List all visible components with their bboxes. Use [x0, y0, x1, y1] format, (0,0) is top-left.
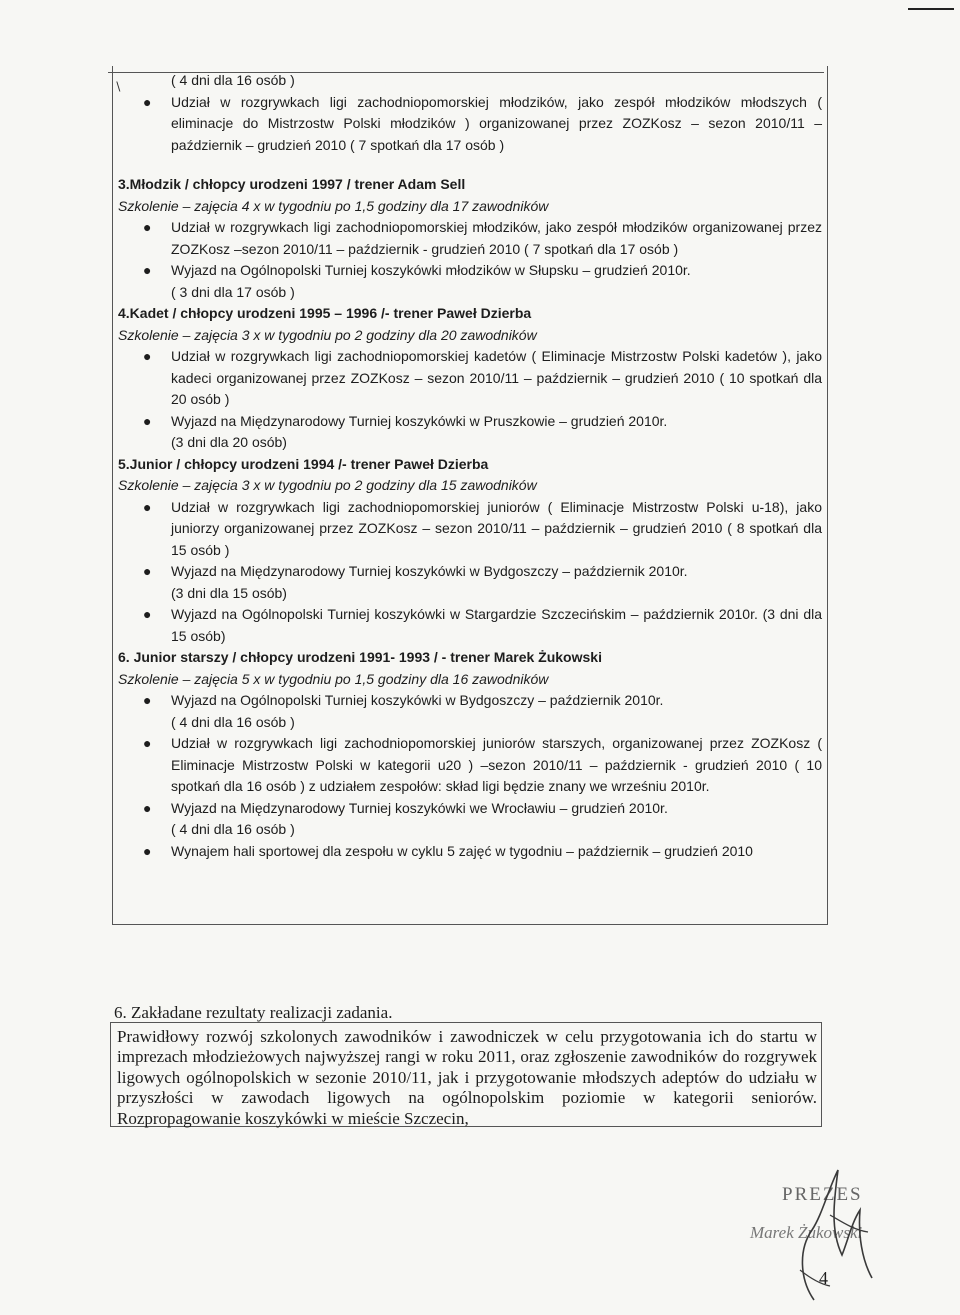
bullet-text: Udział w rozgrywkach ligi zachodniopomorskiej juniorów starszych, organizowanej przez ZOZKosz ( Eliminacje Mistrzostw Polski w kategorii u20 ) –sezon 2010/11 – październik - grudzień 2010 ( 10 spotkań dla 16 osób ) z udziałem zespołów: skład ligi będzie znany we wrześniu 2010r.: [171, 735, 822, 794]
list-item: [118, 92, 822, 157]
page-number: 4: [819, 1268, 828, 1288]
list-item: [118, 497, 822, 562]
corner-tick: ∖: [114, 80, 122, 94]
bullet-text: Wyjazd na Międzynarodowy Turniej koszykówki w Pruszkowie – grudzień 2010r.: [171, 412, 668, 429]
training-line: Szkolenie – zajęcia 5 x w tygodniu po 1,5 godziny dla 16 zawodników: [118, 670, 549, 687]
bullet-icon: ●: [143, 799, 152, 816]
training-line: Szkolenie – zajęcia 3 x w tygodniu po 2 godziny dla 15 zawodników: [118, 477, 537, 493]
stamp-label: PREZES: [782, 1184, 863, 1205]
bullet-extra: ( 4 dni dla 16 osób ): [171, 713, 295, 730]
training-line: Szkolenie – zajęcia 4 x w tygodniu po 1,5 godziny dla 17 zawodników: [118, 197, 549, 214]
bullet-icon: ●: [143, 219, 152, 235]
bullet-icon: ●: [143, 563, 152, 579]
list-item: [118, 798, 822, 820]
group-heading: 5.Junior / chłopcy urodzeni 1994 /- trener Paweł Dzierba: [118, 455, 489, 472]
bullet-extra: (3 dni dla 20 osób): [171, 434, 287, 450]
bullet-icon: ●: [143, 93, 152, 110]
bullet-icon: ●: [143, 735, 152, 751]
bullet-text: Udział w rozgrywkach ligi zachodniopomorskiej młodzików, jako zespół młodzików młodszych ( eliminacje do Mistrzostw Polski młodzików ) organizowanej przez ZOZKosz – sezon 2010/11 – październik – grudzień 2010 ( 7 spotkań dla 17 osób ): [171, 93, 822, 153]
section-6-body: Prawidłowy rozwój szkolonych zawodników i zawodniczek w celu przygotowania ich do startu w imprezach młodzieżowych najwyższej rangi w roku 2011, oraz zgłoszenie zawodników do rozgrywek ligowych ogólnopolskich w sezonie 2010/11, jak i przygotowanie młodszych adeptów do udziału w przyszłości w zawodach ligowych na ogólnopolskim poziomie w kategorii seniorów. Rozpropagowanie koszykówki w mieście Szczecin,: [110, 1022, 822, 1127]
bullet-text: Wyjazd na Międzynarodowy Turniej koszykówki we Wrocławiu – grudzień 2010r.: [171, 799, 668, 816]
bullet-extra: ( 4 dni dla 16 osób ): [171, 821, 295, 837]
group-heading: 6. Junior starszy / chłopcy urodzeni 1991- 1993 / - trener Marek Żukowski: [118, 649, 602, 665]
group-heading: 3.Młodzik / chłopcy urodzeni 1997 / trener Adam Sell: [118, 176, 466, 192]
training-line: Szkolenie – zajęcia 3 x w tygodniu po 2 godziny dla 20 zawodników: [118, 326, 537, 343]
bullet-text: Wynajem hali sportowej dla zespołu w cyklu 5 zajęć w tygodniu – październik – grudzień 2010: [171, 842, 753, 859]
bullet-text: Wyjazd na Ogólnopolski Turniej koszykówki młodzików w Słupsku – grudzień 2010r.: [171, 262, 691, 278]
list-item: [118, 260, 822, 282]
bullet-icon: ●: [143, 498, 152, 515]
stamp-name: Marek Żukowski: [750, 1223, 863, 1242]
bullet-text: Wyjazd na Międzynarodowy Turniej koszykówki w Bydgoszczy – październik 2010r.: [171, 563, 688, 579]
spacer: [118, 156, 822, 174]
bullet-text: Wyjazd na Ogólnopolski Turniej koszykówki w Stargardzie Szczecińskim – październik 2010r. (3 dni dla 15 osób): [171, 606, 822, 644]
section-6-title: 6. Zakładane rezultaty realizacji zadania.: [114, 1003, 393, 1022]
list-item: [118, 841, 822, 863]
list-item: [118, 346, 822, 411]
bullet-text: Udział w rozgrywkach ligi zachodniopomorskiej młodzików, jako zespół młodzików organizowanej przez ZOZKosz –sezon 2010/11 – październik - grudzień 2010 ( 7 spotkań dla 17 osób ): [171, 219, 822, 257]
bullet-icon: ●: [143, 842, 152, 859]
list-item: [118, 561, 822, 583]
activities-list: [118, 70, 822, 862]
bullet-icon: ●: [143, 348, 152, 364]
continuation-note: ( 4 dni dla 16 osób ): [171, 72, 295, 88]
list-item: [118, 733, 822, 798]
bullet-text: Udział w rozgrywkach ligi zachodniopomorskiej juniorów ( Eliminacje Mistrzostw Polski u-18), jako juniorzy organizowanej przez ZOZKosz – sezon 2010/11 – październik – grudzień 2010 ( 8 spotkań dla 15 osób ): [171, 498, 822, 558]
bullet-icon: ●: [143, 262, 152, 278]
bullet-text: Wyjazd na Ogólnopolski Turniej koszykówki w Bydgoszczy – październik 2010r.: [171, 692, 664, 708]
bullet-extra: ( 3 dni dla 17 osób ): [171, 283, 295, 300]
list-item: [118, 604, 822, 647]
list-item: [118, 217, 822, 260]
bullet-icon: ●: [143, 692, 152, 708]
bullet-text: Udział w rozgrywkach ligi zachodniopomorskiej kadetów ( Eliminacje Mistrzostw Polski kadetów ), jako kadeci organizowanej przez ZOZKosz – sezon 2010/11 – październik – grudzień 2010 ( 10 spotkań dla 20 osób ): [171, 348, 822, 407]
list-item: [118, 690, 822, 712]
group-heading: 4.Kadet / chłopcy urodzeni 1995 – 1996 /- trener Paweł Dzierba: [118, 305, 532, 321]
bullet-icon: ●: [143, 606, 152, 622]
list-item: [118, 411, 822, 433]
bullet-icon: ●: [143, 412, 152, 429]
bullet-extra: (3 dni dla 15 osób): [171, 584, 287, 601]
top-edge-line: [908, 8, 954, 10]
